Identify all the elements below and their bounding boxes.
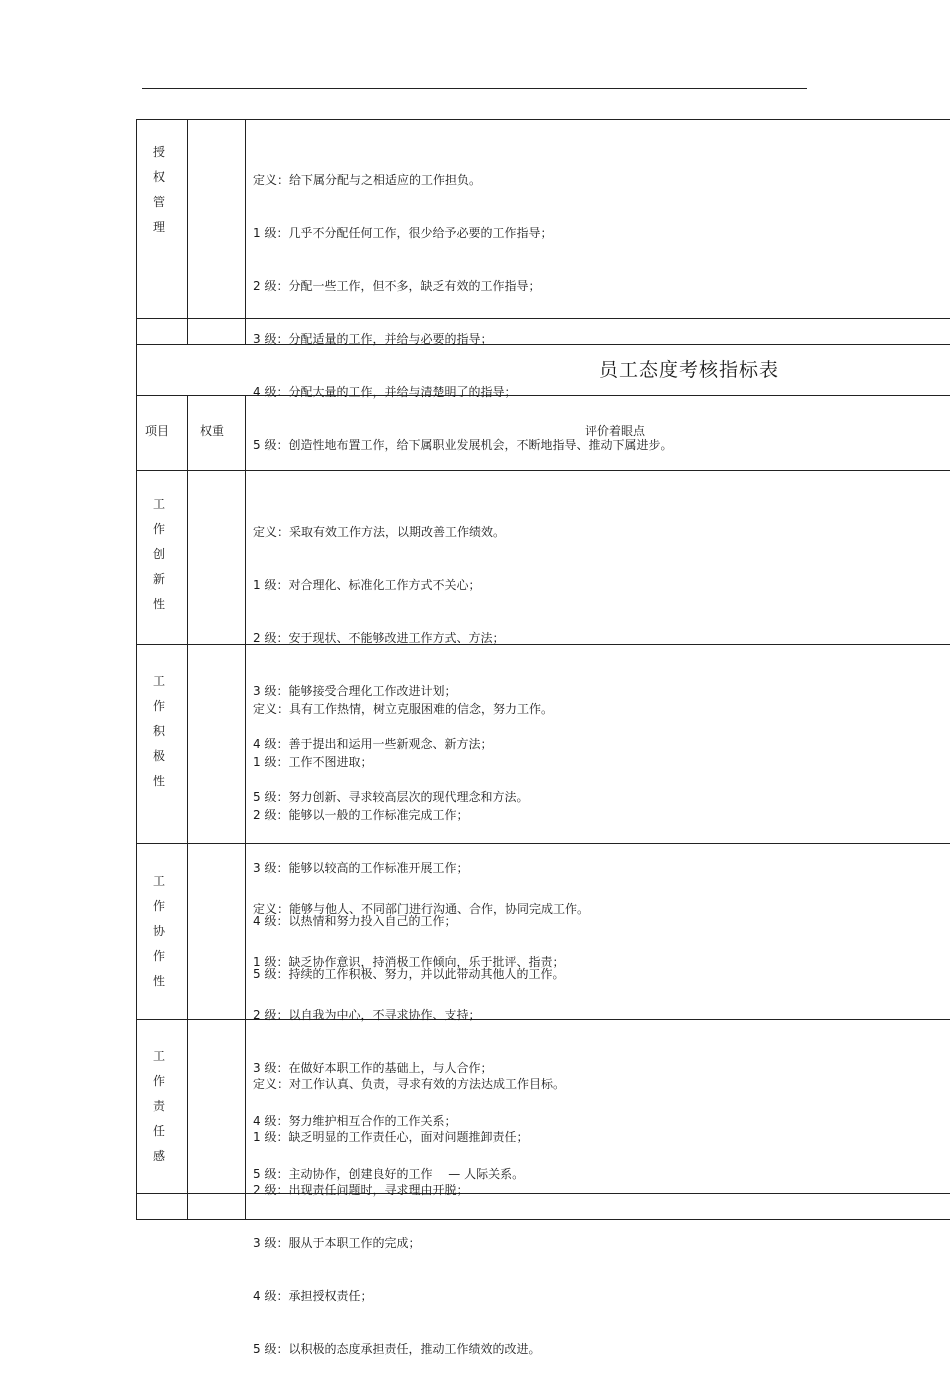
category-label: 工 作 积 极 性 (152, 674, 165, 788)
column-divider (245, 395, 246, 1219)
category-label: 工 作 创 新 性 (152, 497, 165, 611)
category-label: 工 作 责 任 感 (152, 1049, 165, 1163)
criteria-text: 定义：采取有效工作方法，以期改善工作绩效。 1 级：对合理化、标准化工作方式不关心； 2 级：安于现状、不能够改进工作方式、方法； 3 级：能够接受合理化工作改进计划； 4 级：善于提出和运用一些新观念、新方法； 5 级：努力创新、寻求较高层次的现代理念和方法。 (253, 525, 529, 804)
header-weight: 权重 (200, 424, 225, 438)
page-title: 员工态度考核指标表 (599, 359, 780, 381)
header-criteria: 评价着眼点 (585, 424, 646, 438)
category-label: 工 作 协 作 性 (152, 874, 165, 988)
criteria-text: 定义：给下属分配与之相适应的工作担负。 1 级：几乎不分配任何工作，很少给予必要的工作指导； 2 级：分配一些工作，但不多，缺乏有效的工作指导； 3 级：分配适量的工作，并给与必要的指导； 4 级：分配大量的工作，并给与清楚明了的指导； 5 级：创造性地布置工作，给下属职业发展机会，不断地指导、推动下属进步。 (253, 173, 673, 452)
criteria-text: 定义：具有工作热情，树立克服困难的信念，努力工作。 1 级：工作不图进取； 2 级：能够以一般的工作标准完成工作； 3 级：能够以较高的工作标准开展工作； 4 级：以热情和努力投入自己的工作； 5 级：持续的工作积极、努力，并以此带动其他人的工作。 (253, 702, 565, 981)
table-border-top (136, 119, 950, 120)
column-divider (187, 119, 188, 344)
header-item: 项目 (145, 424, 170, 438)
criteria-text: 定义：对工作认真、负责，寻求有效的方法达成工作目标。 1 级：缺乏明显的工作责任心，面对问题推卸责任； 2 级：出现责任问题时，寻求理由开脱； 3 级：服从于本职工作的完成； 4 级：承担授权责任； 5 级：以积极的态度承担责任，推动工作绩效的改进。 (253, 1077, 566, 1356)
column-divider (187, 395, 188, 1219)
category-label: 授 权 管 理 (152, 145, 165, 234)
criteria-text: 定义：能够与他人、不同部门进行沟通、合作，协同完成工作。 1 级：缺乏协作意识，持消极工作倾向，乐于批评、指责； 2 级：以自我为中心，不寻求协作、支持； 3 级：在做好本职工作的基础上，与人合作； 4 级：努力维护相互合作的工作关系； 5 级：主动协作，创建良好的工作 — 人际关系。 (253, 902, 590, 1181)
column-divider (245, 119, 246, 344)
header-rule (142, 88, 807, 89)
